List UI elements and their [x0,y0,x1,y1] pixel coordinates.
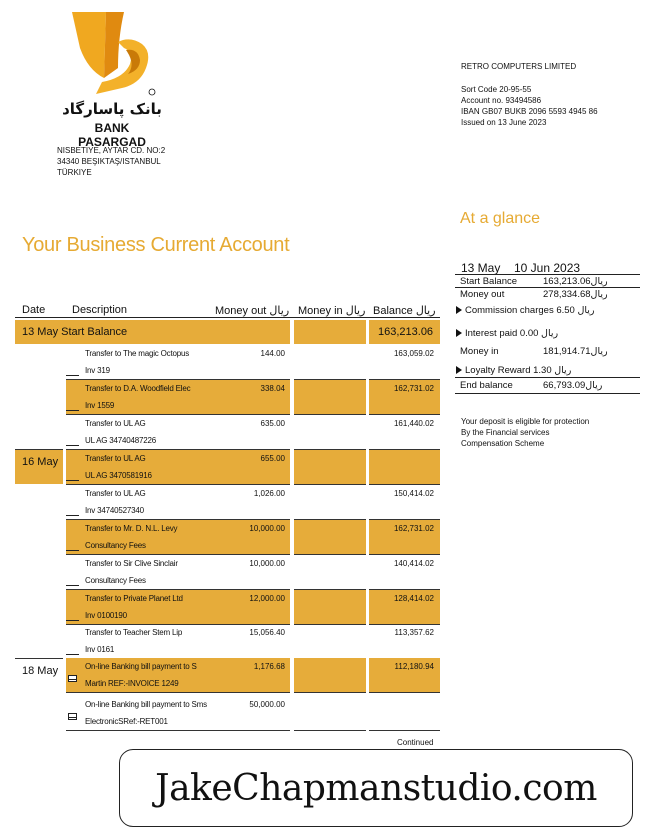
row-rule [66,730,290,731]
row-rule [369,692,440,693]
money-in-cell [294,658,366,692]
continued-note: Continued [397,738,434,747]
description-line2: UL AG 34740487226 [85,436,157,445]
protection-line: By the Financial services [461,428,550,437]
description-line1: Transfer to Sir Clive Sinclair [85,559,178,568]
description-line2: Consultancy Fees [85,541,146,550]
money-in-cell [294,380,366,414]
bank-address [57,145,165,178]
loyalty-row[interactable] [456,365,571,376]
start-balance-value: ریال163,213.06 [543,276,608,287]
description-line2: Inv 0100190 [85,611,127,620]
description-line1: Transfer to UL AG [85,489,146,498]
money-out-value: 144.00 [260,349,285,358]
description-line1: Transfer to The magic Octopus [85,349,190,358]
money-out-value: 635.00 [260,419,285,428]
description-line2: ElectronicSRef:-RET001 [85,717,168,726]
money-in-cell [294,485,366,519]
commission-row[interactable] [456,305,595,316]
money-in-cell [294,624,366,658]
description-line2: Martin REF:-INVOICE 1249 [85,679,179,688]
start-balance-label: 13 May Start Balance [22,326,128,338]
money-out-value: 50,000.00 [249,700,285,709]
divider [455,377,640,378]
row-dash [66,410,79,411]
money-out-value: 10,000.00 [249,559,285,568]
money-out-value: 655.00 [260,454,285,463]
money-in-value: ریال181,914.71 [543,346,608,357]
money-out-value: 1,026.00 [253,489,285,498]
description-line1: Transfer to Teacher Stem Lip [85,628,183,637]
description-line1: On-line Banking bill payment to Sms [85,700,207,709]
money-out-value: 12,000.00 [249,594,285,603]
issued-date: Issued on 13 June 2023 [461,118,547,127]
account-number: Account no. 93494586 [461,96,542,105]
money-in-cell [294,590,366,624]
header-rule [15,317,440,318]
money-in-label: Money in [460,346,499,357]
pasargad-emblem-icon [66,8,158,100]
date-18-may: 18 May [22,665,59,677]
row-rule [66,692,290,693]
header-date: Date [22,304,46,316]
row-dash [66,375,79,376]
start-balance-in-cell [294,320,366,344]
row-rule [15,449,63,450]
balance-value: 113,357.62 [394,628,434,637]
address-line: 34340 BEŞIKTAŞ/ISTANBUL [57,157,161,166]
money-out-value: ریال278,334.68 [543,289,608,300]
bank-logo [62,8,162,149]
balance-value: 162,731.02 [393,384,434,393]
description-line1: Transfer to UL AG [85,454,146,463]
glance-heading: At a glance [460,210,541,227]
account-title: Your Business Current Account [22,234,290,256]
money-in-cell [294,450,366,484]
expand-triangle-icon[interactable] [456,366,462,374]
money-out-value: 15,056.40 [249,628,285,637]
row-dash [66,550,79,551]
divider [455,274,640,275]
date-16-may: 16 May [22,456,59,468]
divider [455,393,640,394]
bank-name-persian: بانک پاسارگاد [62,100,162,118]
row-rule [15,658,63,659]
row-rule [294,692,366,693]
protection-line: Your deposit is eligible for protection [461,417,590,426]
expand-triangle-icon[interactable] [456,329,462,337]
row-dash [66,445,79,446]
balance-value: 112,180.94 [394,662,434,671]
description-line2: Consultancy Fees [85,576,146,585]
row-dash [66,515,79,516]
interest-label: Interest paid ریال 0.00 [465,328,559,339]
row-rule [294,730,366,731]
period-to: 10 Jun 2023 [514,261,581,275]
description-line1: Transfer to Mr. D. N.L. Levy [85,524,178,533]
loyalty-label: Loyalty Reward ریال 1.30 [465,365,572,376]
sort-code: Sort Code 20-95-55 [461,85,532,94]
end-balance-value: ریال66,793.09 [543,380,603,391]
balance-value: 128,414.02 [393,594,434,603]
balance-cell [369,696,440,730]
description-line1: On-line Banking bill payment to S [85,662,197,671]
address-line: NISBETIYE, AYTAR CD. NO:2 [57,146,166,155]
customer-company: RETRO COMPUTERS LIMITED [461,62,577,71]
description-line2: Inv 34740527340 [85,506,144,515]
money-out-value: 10,000.00 [249,524,285,533]
payment-icon [68,675,77,682]
money-in-cell [294,345,366,379]
header-description: Description [72,304,128,316]
row-dash [66,620,79,621]
address-line: TÜRKIYE [57,168,92,177]
description-line2: Inv 319 [85,366,110,375]
description-line2: Inv 1559 [85,401,115,410]
money-in-cell [294,555,366,589]
balance-value: 161,440.02 [393,419,434,428]
row-rule [369,730,440,731]
iban: IBAN GB07 BUKB 2096 5593 4945 86 [461,107,598,116]
interest-row[interactable] [456,328,558,339]
money-in-cell [294,520,366,554]
header-money-out: Money out ریال [215,305,290,317]
watermark-banner: JakeChapmanstudio.com [119,749,633,827]
description-line1: Transfer to Private Planet Ltd [85,594,183,603]
description-line1: Transfer to D.A. Woodfield Elec [85,384,191,393]
money-out-value: 1,176.68 [253,662,285,671]
start-balance-label: Start Balance [460,276,518,287]
end-balance-label: End balance [460,380,513,391]
money-out-label: Money out [460,289,505,300]
description-line2: UL AG 3470581916 [85,471,152,480]
balance-value: 163,059.02 [393,349,434,358]
protection-line: Compensation Scheme [461,439,545,448]
description-line2: Inv 0161 [85,645,115,654]
balance-cell [369,450,440,484]
row-dash [66,480,79,481]
money-in-cell [294,415,366,449]
header-money-in: Money in ریال [298,305,366,317]
period-from: 13 May [461,261,501,275]
balance-value: 162,731.02 [393,524,434,533]
account-details [461,84,598,128]
bank-name-english: BANK PASARGAD [78,121,146,149]
balance-value: 150,414.02 [393,489,434,498]
row-dash [66,585,79,586]
protection-note [461,416,589,449]
header-balance: Balance ریال [373,305,436,317]
description-line1: Transfer to UL AG [85,419,146,428]
commission-label: Commission charges ریال 6.50 [465,305,595,316]
start-balance-value: 163,213.06 [378,326,434,338]
balance-value: 140,414.02 [393,559,434,568]
expand-triangle-icon[interactable] [456,306,462,314]
payment-icon [68,713,77,720]
divider [455,287,640,288]
row-dash [66,654,79,655]
money-out-value: 338.04 [260,384,285,393]
money-in-cell [294,696,366,730]
